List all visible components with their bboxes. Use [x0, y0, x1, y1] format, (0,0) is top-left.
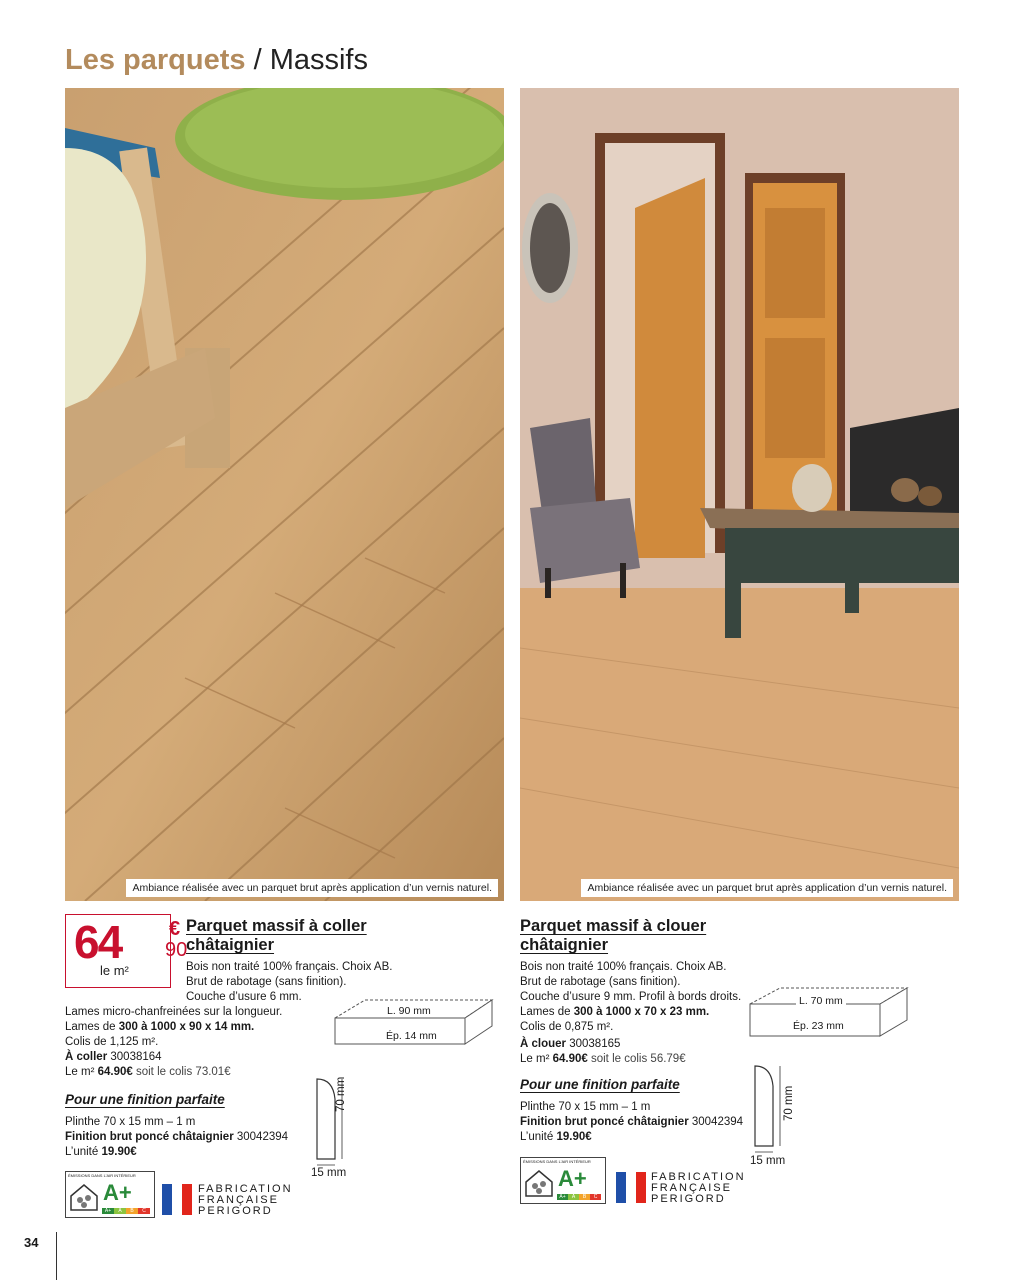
scale-c: C	[138, 1208, 150, 1214]
scale-a: A	[114, 1208, 126, 1214]
scale-c: C	[590, 1194, 601, 1200]
fabrication-label-2	[651, 1172, 746, 1205]
product2-colis-price: soit le colis 56.79€	[590, 1053, 686, 1065]
french-flag-icon	[616, 1172, 646, 1203]
product1-plinthe: Plinthe 70 x 15 mm – 1 m	[65, 1116, 196, 1128]
product2-m2-value: 64.90€	[552, 1053, 588, 1065]
product2-plinthe-width: 15 mm	[750, 1155, 786, 1167]
title-separator: /	[253, 44, 262, 76]
product1-colis: Colis de 1,125 m².	[65, 1036, 159, 1048]
product2-lames	[520, 1005, 709, 1020]
product1-title	[186, 917, 367, 955]
product1-lames-value: 300 à 1000 x 90 x 14 mm.	[118, 1021, 255, 1033]
footer-divider	[56, 1232, 57, 1280]
emission-badge-1	[65, 1171, 155, 1218]
product1-desc-4: Lames micro-chanfreinées sur la longueur.	[65, 1006, 283, 1018]
product1-lames-prefix: Lames de	[65, 1021, 119, 1033]
product2-lames-prefix: Lames de	[520, 1006, 574, 1018]
product1-unit-price	[65, 1145, 137, 1160]
french-flag-icon	[162, 1184, 192, 1215]
emission-title-1: ÉMISSIONS DANS L’AIR INTÉRIEUR	[68, 1173, 136, 1178]
product2-unit-price	[520, 1130, 592, 1145]
product2-title-line2: châtaignier	[520, 936, 609, 954]
product2-plinthe: Plinthe 70 x 15 mm – 1 m	[520, 1101, 651, 1113]
product1-title-line1: Parquet massif à coller	[186, 917, 367, 935]
emission-scale-2	[557, 1194, 601, 1200]
photo-caption-1: Ambiance réalisée avec un parquet brut après application d’un vernis naturel.	[126, 879, 498, 897]
fab-line-2: FRANÇAISE	[198, 1194, 279, 1206]
product2-unit-prefix: L’unité	[520, 1131, 557, 1143]
photo-ambiance-2	[520, 88, 959, 901]
product2-finition-ref: 30042394	[691, 1116, 744, 1128]
title-sub: Massifs	[269, 44, 368, 76]
emission-grade-2: A+	[558, 1166, 587, 1191]
product2-title	[520, 917, 706, 955]
page-number: 34	[24, 1235, 39, 1250]
price-box	[65, 914, 188, 988]
photo-caption-2: Ambiance réalisée avec un parquet brut après application d’un vernis naturel.	[581, 879, 953, 897]
product1-m2-value: 64.90€	[97, 1066, 133, 1078]
price-currency: €	[169, 918, 181, 940]
scale-a-plus: A+	[557, 1194, 568, 1200]
product1-unit-value: 19.90€	[101, 1146, 137, 1158]
product2-m2-price	[520, 1052, 686, 1067]
product1-m2-price	[65, 1065, 231, 1080]
product2-method-ref: 30038165	[569, 1038, 621, 1050]
product2-desc-2: Brut de rabotage (sans finition).	[520, 976, 681, 988]
emission-scale-1	[102, 1208, 150, 1214]
scale-a-plus: A+	[102, 1208, 114, 1214]
product1-method	[65, 1050, 162, 1065]
product2-desc-1: Bois non traité 100% français. Choix AB.	[520, 961, 727, 973]
product2-finition-label: Finition brut poncé châtaignier	[520, 1116, 689, 1128]
product1-m2-prefix: Le m²	[65, 1066, 98, 1078]
product1-plinthe-width: 15 mm	[311, 1167, 347, 1179]
product2-colis: Colis de 0,875 m².	[520, 1021, 614, 1033]
product1-desc-1: Bois non traité 100% français. Choix AB.	[186, 961, 393, 973]
product2-finition-title: Pour une finition parfaite	[520, 1077, 680, 1092]
product2-dim-length: L. 70 mm	[796, 995, 846, 1007]
product2-method	[520, 1037, 620, 1052]
board-dimension-diagram-2	[745, 982, 915, 1042]
price-unit: le m²	[100, 963, 129, 978]
photo-ambiance-1	[65, 88, 504, 901]
product1-dim-length: L. 90 mm	[384, 1005, 434, 1017]
product2-title-line1: Parquet massif à clouer	[520, 917, 707, 935]
product1-title-line2: châtaignier	[186, 936, 275, 954]
emission-grade-1: A+	[103, 1180, 132, 1205]
product1-plinthe-height: 70 mm	[335, 1076, 347, 1112]
product2-unit-value: 19.90€	[556, 1131, 592, 1143]
product1-method-label: À coller	[65, 1051, 108, 1063]
price-integer: 64	[74, 916, 122, 968]
product1-dim-thickness: Ép. 14 mm	[383, 1030, 440, 1042]
room-photo-2-illustration	[520, 88, 959, 901]
house-icon	[524, 1168, 554, 1198]
product1-desc-2: Brut de rabotage (sans finition).	[186, 976, 347, 988]
house-icon	[69, 1182, 99, 1212]
product1-finition-ref: 30042394	[236, 1131, 289, 1143]
product1-unit-prefix: L’unité	[65, 1146, 102, 1158]
scale-a: A	[568, 1194, 579, 1200]
product2-m2-prefix: Le m²	[520, 1053, 553, 1065]
product1-method-ref: 30038164	[110, 1051, 162, 1063]
product2-method-label: À clouer	[520, 1038, 567, 1050]
fab-line-3: PERIGORD	[651, 1193, 726, 1205]
product2-lames-value: 300 à 1000 x 70 x 23 mm.	[573, 1006, 710, 1018]
emission-title-2: ÉMISSIONS DANS L’AIR INTÉRIEUR	[523, 1159, 591, 1164]
title-main: Les parquets	[65, 44, 246, 76]
product1-desc-3: Couche d’usure 6 mm.	[186, 991, 302, 1003]
fabrication-label-1	[198, 1184, 293, 1217]
floor-photo-1-illustration	[65, 88, 504, 901]
product1-lames	[65, 1020, 254, 1035]
product1-finition-title: Pour une finition parfaite	[65, 1092, 225, 1107]
product1-finition-label: Finition brut poncé châtaignier	[65, 1131, 234, 1143]
scale-b: B	[579, 1194, 590, 1200]
fab-line-1: FABRICATION	[651, 1171, 746, 1183]
emission-badge-2	[520, 1157, 606, 1204]
fab-line-1: FABRICATION	[198, 1183, 293, 1195]
price-decimals: 90	[165, 939, 188, 961]
fab-line-3: PERIGORD	[198, 1205, 273, 1217]
product2-plinthe-height: 70 mm	[783, 1085, 795, 1121]
page-title	[65, 44, 368, 77]
product2-desc-3: Couche d’usure 9 mm. Profil à bords droits.	[520, 991, 742, 1003]
product2-dim-thickness: Ép. 23 mm	[790, 1020, 847, 1032]
fab-line-2: FRANÇAISE	[651, 1182, 732, 1194]
scale-b: B	[126, 1208, 138, 1214]
product1-colis-price: soit le colis 73.01€	[135, 1066, 231, 1078]
product2-finition-line	[520, 1115, 743, 1130]
product1-finition-line	[65, 1130, 288, 1145]
